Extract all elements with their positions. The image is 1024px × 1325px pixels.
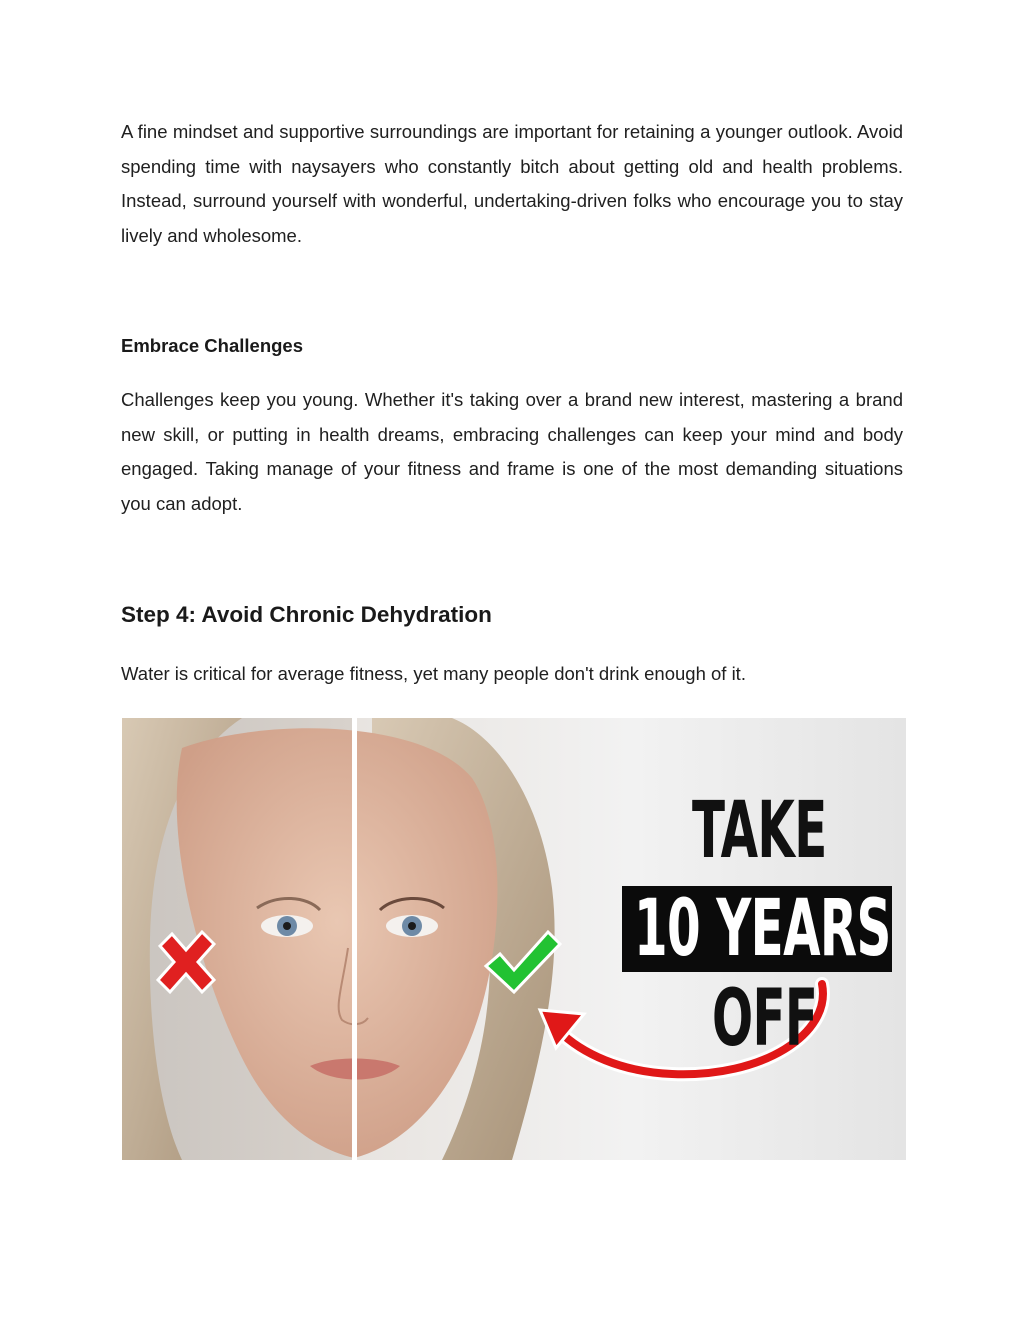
- embrace-challenges-heading: Embrace Challenges: [121, 335, 303, 356]
- off-text: OFF: [712, 974, 818, 1064]
- before-after-face-image: [122, 718, 906, 1160]
- step4-heading: Step 4: Avoid Chronic Dehydration: [121, 602, 492, 627]
- challenges-paragraph: Challenges keep you young. Whether it's taking over a brand new interest, mastering a brand new skill, or putting in health dreams, embracing challenges can keep your mind and body engaged. Taking manage of your fitness and frame is one of the most demanding situations you can adopt.: [121, 389, 903, 514]
- take-text: TAKE: [692, 786, 827, 876]
- water-paragraph: Water is critical for average fitness, yet many people don't drink enough of it.: [121, 663, 746, 684]
- cross-icon: [150, 926, 222, 998]
- intro-paragraph: A fine mindset and supportive surroundings are important for retaining a younger outlook. Avoid spending time with naysayers who constantly bitch about getting old and health problems. Instead, surround yourself with wonderful, undertaking-driven folks who encourage you to stay lively and wholesome.: [121, 121, 903, 246]
- ten-years-text: 10 YEARS: [634, 884, 891, 974]
